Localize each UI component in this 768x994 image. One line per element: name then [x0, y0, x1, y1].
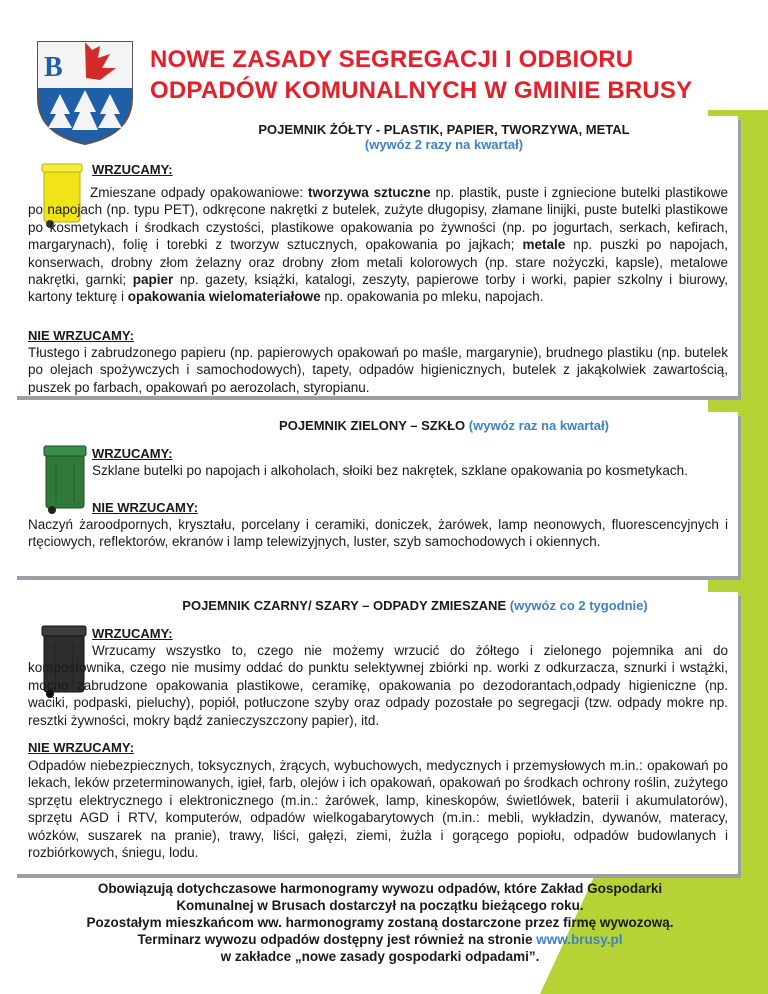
yellow-in-bold-4: opakowania wielomateriałowe [127, 289, 321, 305]
black-bin-header [92, 598, 738, 613]
footer-line-5: w zakładce „nowe zasady gospodarki odpadami”. [220, 949, 540, 964]
brusy-coat-of-arms [30, 38, 140, 146]
yellow-in-part-4: np. gazety, książki, katalogi, zeszyty, papierowe torby i worki, papier szkolny i biurowy, kartony tekturę i [28, 272, 729, 305]
footer-line-4-text: Terminarz wywozu odpadów dostępny jest również na stronie [137, 932, 537, 947]
green-bin-title: POJEMNIK ZIELONY – SZKŁO [279, 418, 466, 433]
footer-line-2: Komunalnej w Brusach dostarczył na początku bieżącego roku. [176, 898, 584, 913]
black-out-label: NIE WRZUCAMY: [28, 740, 134, 755]
footer-line-4 [30, 931, 730, 948]
yellow-in-bold-1: tworzywa sztuczne [307, 185, 431, 200]
title-line-1: NOWE ZASADY SEGREGACJI I ODBIORU [150, 46, 634, 73]
yellow-in-bold-2: metale [522, 237, 566, 253]
yellow-in-part-3: np. puszki po napojach, konserwach, drobny złom żelazny oraz drobny złom metali kolorowych (np. stare nożyczki, kapsle), metalowe nakrętki, garnki; [28, 237, 728, 288]
green-out-text: Naczyń żaroodpornych, kryształu, porcelany i ceramiki, doniczek, żarówek, lamp neonowych, fluorescencyjnych i rtęciowych, reflektorów, ekranów i lamp telewizyjnych, luster, szyb samochodowych i okiennych. [28, 517, 728, 550]
website-link[interactable]: www.brusy.pl [536, 932, 623, 947]
footer-notice [30, 880, 730, 965]
yellow-in-part-5: np. opakowania po mleku, napojach. [320, 289, 544, 305]
yellow-in-part-2: np. plastik, puste i zgniecione butelki plastikowe po napojach (np. typu PET), odkręcone nakrętki z butelek, zużyte długopisy, złamane linijki, puste butelki plastikowe po kosmetykach i środkach czystości, plastikowe opakowania po żywności (np. po jogurtach, serkach, kefirach, margarynach), folię i torebki z tworzyw sztucznych, opakowania po jajkach; [28, 185, 728, 253]
green-out-label: NIE WRZUCAMY: [92, 500, 198, 515]
black-bin-title: POJEMNIK CZARNY/ SZARY – ODPADY ZMIESZANE [182, 598, 507, 613]
green-in-label: WRZUCAMY: [92, 446, 173, 461]
green-bin-icon [42, 442, 88, 514]
svg-text:B: B [44, 52, 63, 83]
yellow-bin-header [150, 122, 738, 152]
yellow-bin-title: POJEMNIK ŻÓŁTY - PLASTIK, PAPIER, TWORZYWA, METAL [258, 122, 630, 137]
yellow-in-label: WRZUCAMY: [92, 162, 173, 177]
page-title [150, 44, 750, 106]
black-bin-schedule: (wywóz co 2 tygodnie) [509, 598, 648, 613]
footer-line-1: Obowiązują dotychczasowe harmonogramy wywozu odpadów, które Zakład Gospodarki [97, 881, 663, 896]
green-bin-schedule: (wywóz raz na kwartał) [468, 418, 609, 433]
green-bin-header [150, 418, 738, 433]
yellow-out-label: NIE WRZUCAMY: [28, 328, 134, 343]
black-in-label: WRZUCAMY: [92, 626, 173, 641]
black-out-text: Odpadów niebezpiecznych, toksycznych, żrących, wybuchowych, medycznych i przemysłowych m.in.: opakowań po lekach, leków przeterminowanych, igieł, farb, olejów i ich opakowań, opakowań po środkach ochrony roślin, zużytego sprzętu elektrycznego i elektronicznego (m.in.: żarówek, lamp, kineskopów, świetlówek, baterii i akumulatorów), sprzętu AGD i RTV, komputerów, odpadów wielkogabarytowych (m.in.: mebli, wykładzin, dywanów, materacy, wózków, suszarek na pranie), trawy, liści, gałęzi, ziemi, żużla i gorącego popiołu, odpadów budowlanych i rozbiórkowych, śniegu, lodu. [28, 758, 728, 861]
yellow-in-bold-3: papier [132, 272, 174, 288]
yellow-out-text: Tłustego i zabrudzonego papieru (np. papierowych opakowań po maśle, margarynie), brudnego plastiku (np. butelek po olejach spożywczych i samochodowych), tapety, odpadów higienicznych, butelek z jakąkolwiek zawartością, puszek po farbach, opakowań po aerozolach, styropianu. [28, 345, 728, 395]
green-in-text: Szklane butelki po napojach i alkoholach, słoiki bez nakrętek, szklane opakowania po kosmetykach. [92, 463, 688, 478]
yellow-in-part-1: Zmieszane odpady opakowaniowe: [90, 185, 308, 200]
black-in-text: Wrzucamy wszystko to, czego nie możemy wrzucić do żółtego i zielonego pojemnika ani do kompostownika, czego nie musimy oddać do punktu selektywnej zbiórki np. worki z odkurzacza, sznurki i wstążki, mocno zabrudzone opakowania plastikowe, ceramikę, opakowania po dezodorantach,odpady higieniczne (np. waciki, podpaski, pieluchy), popiół, potłuczone szyby oraz odpady pozostałe po segregacji (tzw. odpady mokre np. resztki żywności, mokry bądź zanieczyszczony papier), itd. [28, 643, 728, 728]
yellow-bin-schedule: (wywóz 2 razy na kwartał) [364, 137, 524, 152]
title-line-2: ODPADÓW KOMUNALNYCH W GMINIE BRUSY [150, 77, 693, 104]
yellow-in-text [28, 184, 728, 306]
footer-line-3: Pozostałym mieszkańcom ww. harmonogramy zostaną dostarczone przez firmę wywozową. [86, 915, 674, 930]
